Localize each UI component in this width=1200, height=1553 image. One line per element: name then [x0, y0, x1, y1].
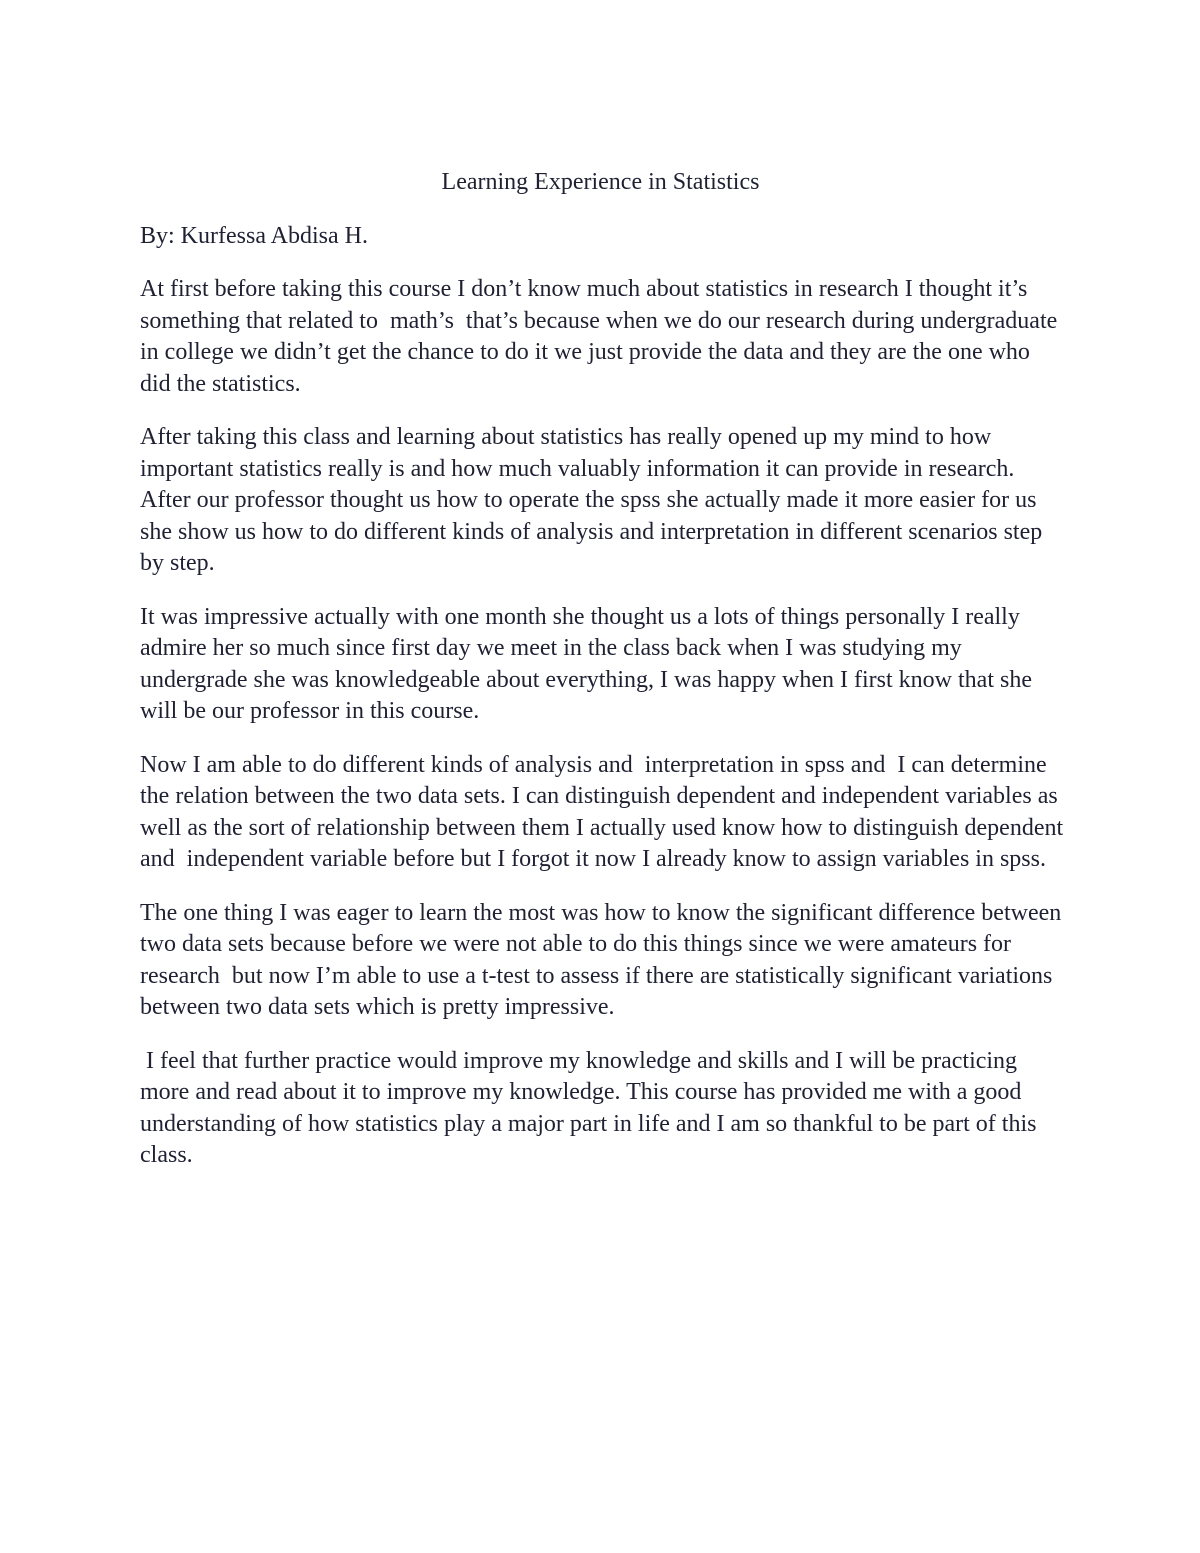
- document-title: Learning Experience in Statistics: [441, 169, 760, 195]
- paragraph-4: Now I am able to do different kinds of analysis and interpretation in spss and I can determine the relation between the two data sets. I can distinguish dependent and independent variables as well as the sort of relationship between them I actually used know how to distinguish dependent and independent variable before but I forgot it now I already know to assign variables in spss.: [140, 751, 1070, 872]
- paragraph-5: The one thing I was eager to learn the most was how to know the significant difference between two data sets because before we were not able to do this things since we were amateurs for research but now I’m able to use a t-test to assess if there are statistically significant variations between two data sets which is pretty impressive.: [140, 899, 1068, 1020]
- document-author: By: Kurfessa Abdisa H.: [140, 223, 368, 249]
- paragraph-2: After taking this class and learning about statistics has really opened up my mind to how important statistics really is and how much valuably information it can provide in research. After our professor thought us how to operate the spss she actually made it more easier for us she show us how to do different kinds of analysis and interpretation in different scenarios step by step.: [140, 424, 1049, 576]
- paragraph-3: It was impressive actually with one month she thought us a lots of things personally I really admire her so much since first day we meet in the class back when I was studying my undergrade she was knowledgeable about everything, I was happy when I first know that she will be our professor in this course.: [140, 603, 1038, 724]
- paragraph-6: I feel that further practice would improve my knowledge and skills and I will be practicing more and read about it to improve my knowledge. This course has provided me with a good understanding of how statistics play a major part in life and I am so thankful to be part of this class.: [140, 1047, 1043, 1168]
- paragraph-1: At first before taking this course I don’t know much about statistics in research I thought it’s something that related to math’s that’s because when we do our research during undergraduate in college we didn’t get the chance to do it we just provide the data and they are the one who did the statistics.: [140, 276, 1064, 397]
